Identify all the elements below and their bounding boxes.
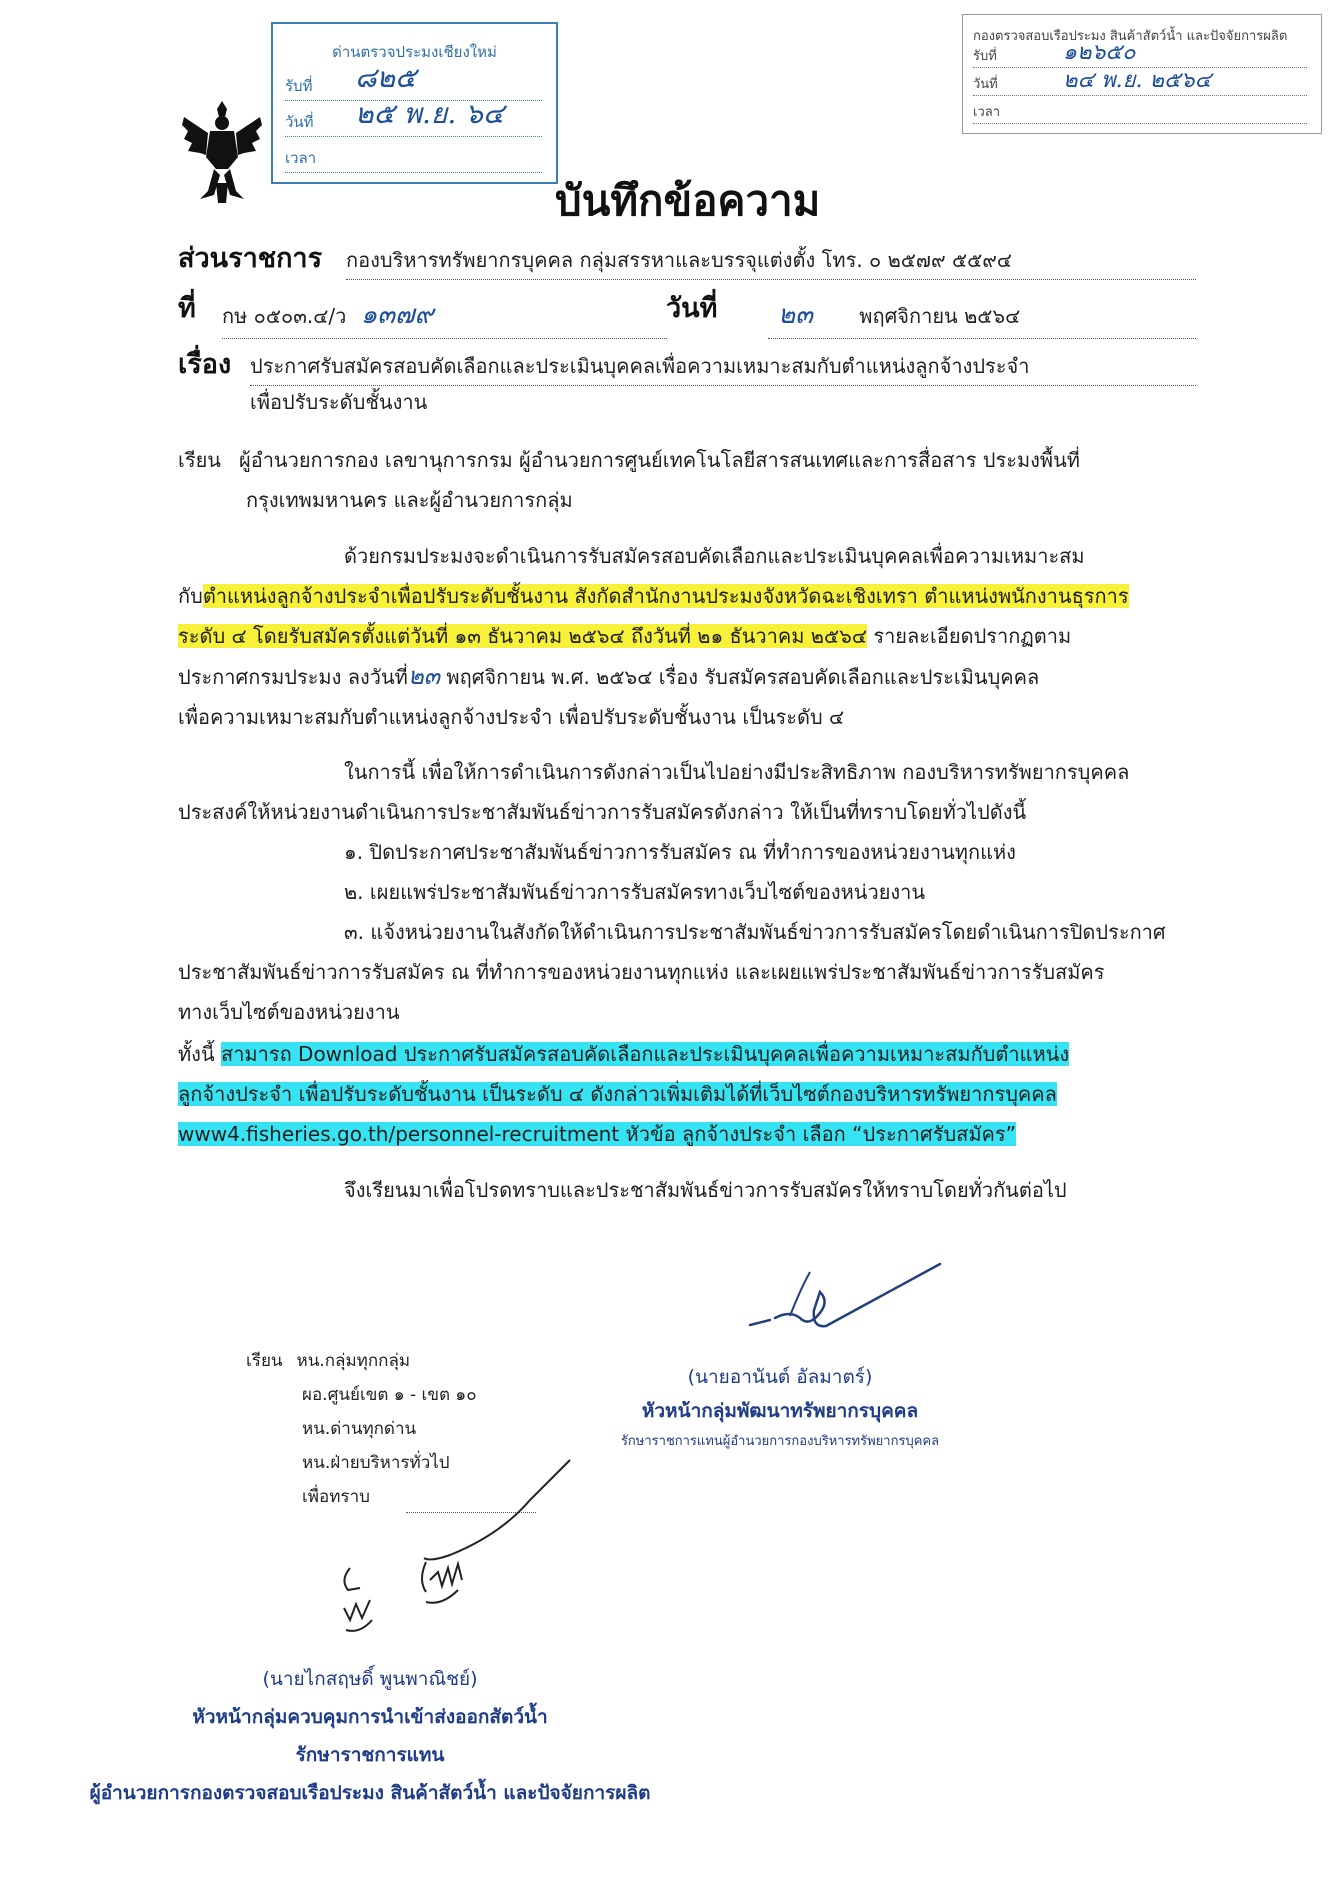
- signatory-1-acting: รักษาราชการแทนผู้อำนวยการกองบริหารทรัพยากรบุคคล: [620, 1434, 940, 1449]
- signatory-2-name: (นายไกสฤษดิ์ พูนพาณิชย์): [262, 1668, 478, 1690]
- agency-row: [178, 236, 1198, 278]
- closing-line: จึงเรียนมาเพื่อโปรดทราบและประชาสัมพันธ์ข่าวการรับสมัครให้ทราบโดยทั่วกันต่อไป: [344, 1178, 1067, 1202]
- paragraph-2: [178, 752, 1208, 1032]
- stamp-right-date-row: [973, 68, 1307, 96]
- salutation-line-2: กรุงเทพมหานคร และผู้อำนวยการกลุ่ม: [246, 488, 573, 512]
- stamp-right-header: กองตรวจสอบเรือประมง สินค้าสัตว์น้ำ และปัจจัยการผลิต: [973, 29, 1288, 44]
- reference-number-line: [222, 294, 667, 339]
- date-month-year: พฤศจิกายน ๒๕๖๔: [859, 304, 1021, 328]
- cc-line-5: เพื่อทราบ: [302, 1487, 370, 1507]
- p2-line-1: ในการนี้ เพื่อให้การดำเนินการดังกล่าวเป็นไปอย่างมีประสิทธิภาพ กองบริหารทรัพยากรบุคคล: [344, 760, 1130, 784]
- subject-label: เรื่อง: [178, 349, 232, 380]
- signatory-2-acting: รักษาราชการแทน: [295, 1744, 445, 1766]
- p2-item-3-line-2: ประชาสัมพันธ์ข่าวการรับสมัคร ณ ที่ทำการของหน่วยงานทุกแห่ง และเผยแพร่ประชาสัมพันธ์ข่าวการรับสมัคร: [178, 960, 1105, 984]
- p1-line-1: ด้วยกรมประมงจะดำเนินการรับสมัครสอบคัดเลือกและประเมินบุคคลเพื่อความเหมาะสม: [344, 544, 1085, 568]
- stamp-left-received-value: ๘๒๕: [355, 61, 417, 94]
- p1-line-4-post: พฤศจิกายน พ.ศ. ๒๕๖๔ เรื่อง รับสมัครสอบคัดเลือกและประเมินบุคคล: [440, 665, 1040, 689]
- receipt-stamp-right: [962, 14, 1322, 134]
- stamp-left-received-label: รับที่: [285, 77, 313, 95]
- garuda-emblem: [180, 95, 265, 205]
- stamp-right-time-label: เวลา: [973, 105, 1001, 120]
- cc-label: เรียน: [246, 1351, 283, 1371]
- stamp-right-received-value: ๑๒๖๕๐: [1063, 40, 1136, 65]
- stamp-right-date-label: วันที่: [973, 77, 998, 92]
- p1-line-3-post: รายละเอียดปรากฏตาม: [866, 624, 1072, 648]
- signature-1-mark: [730, 1250, 950, 1360]
- stamp-left-header: ด่านตรวจประมงเชียงใหม่: [332, 43, 497, 61]
- stamp-right-date-value: ๒๔ พ.ย. ๒๕๖๔: [1063, 68, 1212, 93]
- subject-line-2: เพื่อปรับระดับชั้นงาน: [250, 390, 428, 414]
- subject-line-1: ประกาศรับสมัครสอบคัดเลือกและประเมินบุคคลเพื่อความเหมาะสมกับตำแหน่งลูกจ้างประจำ: [250, 350, 1196, 386]
- p1-line-4-handwritten-day: ๒๓: [407, 662, 441, 690]
- p2-item-2: ๒. เผยแพร่ประชาสัมพันธ์ข่าวการรับสมัครทางเว็บไซต์ของหน่วยงาน: [344, 880, 926, 904]
- paragraph-1: [178, 536, 1208, 737]
- stamp-right-received-label: รับที่: [973, 49, 997, 64]
- stamp-left-date-row: [285, 97, 542, 137]
- stamp-left-time-row: [285, 142, 542, 173]
- agency-label: ส่วนราชการ: [178, 243, 323, 274]
- salutation-line-1: ผู้อำนวยการกอง เลขานุการกรม ผู้อำนวยการศูนย์เทคโนโลยีสารสนเทศและการสื่อสาร ประมงพื้นที่: [238, 448, 1080, 472]
- p1-line-2-highlight: ตำแหน่งลูกจ้างประจำเพื่อปรับระดับชั้นงาน สังกัดสำนักงานประมงจังหวัดฉะเชิงเทรา ตำแหน่งพนักงานธุรการ: [202, 584, 1129, 608]
- p2-item-3-line-3: ทางเว็บไซต์ของหน่วยงาน: [178, 1000, 400, 1024]
- signatory-2-position: หัวหน้ากลุ่มควบคุมการนำเข้าส่งออกสัตว์น้ำ: [192, 1706, 548, 1728]
- p2-item-3-line-1: ๓. แจ้งหน่วยงานในสังกัดให้ดำเนินการประชาสัมพันธ์ข่าวการรับสมัครโดยดำเนินการปิดประกาศ: [344, 920, 1166, 944]
- p3-line-2-highlight: ลูกจ้างประจำ เพื่อปรับระดับชั้นงาน เป็นระดับ ๔ ดังกล่าวเพิ่มเติมได้ที่เว็บไซต์กองบริหารทรัพยากรบุคคล: [178, 1082, 1057, 1106]
- signatory-2-director: ผู้อำนวยการกองตรวจสอบเรือประมง สินค้าสัตว์น้ำ และปัจจัยการผลิต: [89, 1782, 651, 1804]
- p2-line-2: ประสงค์ให้หน่วยงานดำเนินการประชาสัมพันธ์ข่าวการรับสมัครดังกล่าว ให้เป็นที่ทราบโดยทั่วไปดังนี้: [178, 800, 1027, 824]
- date-line: [768, 294, 1196, 339]
- cc-line-1: หน.กลุ่มทุกกลุ่ม: [296, 1351, 411, 1371]
- p1-line-5: เพื่อความเหมาะสมกับตำแหน่งลูกจ้างประจำ เพื่อปรับระดับชั้นงาน เป็นระดับ ๔: [178, 705, 845, 729]
- signatory-2: [80, 1660, 660, 1812]
- date-label: วันที่: [666, 293, 718, 324]
- stamp-left-time-label: เวลา: [285, 149, 317, 167]
- p3-line-3-highlight: www4.fisheries.go.th/personnel-recruitment หัวข้อ ลูกจ้างประจำ เลือก “ประกาศรับสมัคร”: [178, 1122, 1017, 1146]
- signatory-1: [600, 1362, 960, 1451]
- p3-line-1-highlight: สามารถ Download ประกาศรับสมัครสอบคัดเลือกและประเมินบุคคลเพื่อความเหมาะสมกับตำแหน่ง: [220, 1042, 1070, 1066]
- salutation-label: เรียน: [178, 448, 221, 472]
- subject-row: [178, 342, 1198, 422]
- p1-line-3-highlight: ระดับ ๔ โดยรับสมัครตั้งแต่วันที่ ๑๓ ธันวาคม ๒๕๖๔ ถึงวันที่ ๒๑ ธันวาคม ๒๕๖๔: [178, 624, 867, 648]
- cc-line-2: ผอ.ศูนย์เขต ๑ - เขต ๑๐: [302, 1385, 477, 1405]
- cc-line-4: หน.ฝ่ายบริหารทั่วไป: [302, 1453, 450, 1473]
- stamp-left-date-value: ๒๕ พ.ย. ๖๔: [355, 97, 505, 130]
- receipt-stamp-left: [271, 22, 558, 184]
- reference-row: [178, 286, 1198, 330]
- cc-line-3: หน.ด่านทุกด่าน: [302, 1419, 417, 1439]
- reference-number: ๑๓๗๙: [360, 300, 434, 330]
- date-day: ๒๓: [778, 300, 813, 330]
- p1-line-2-pre: กับ: [178, 584, 203, 608]
- p1-line-4-pre: ประกาศกรมประมง ลงวันที่: [178, 665, 408, 689]
- memo-title: บันทึกข้อความ: [555, 176, 821, 225]
- stamp-right-time-row: [973, 101, 1307, 124]
- signature-2-mark: [330, 1440, 590, 1640]
- p2-item-1: ๑. ปิดประกาศประชาสัมพันธ์ข่าวการรับสมัคร ณ ที่ทำการของหน่วยงานทุกแห่ง: [344, 840, 1016, 864]
- signatory-1-name: (นายอานันต์ อัลมาตร์): [687, 1366, 873, 1388]
- p3-line-1-pre: ทั้งนี้: [178, 1042, 221, 1066]
- signatory-1-position: หัวหน้ากลุ่มพัฒนาทรัพยากรบุคคล: [641, 1400, 919, 1422]
- paragraph-3: [178, 1034, 1208, 1154]
- reference-label: ที่: [178, 293, 196, 324]
- reference-prefix: กษ ๐๕๐๓.๔/ว: [222, 304, 347, 328]
- salutation: [178, 440, 1208, 520]
- stamp-left-date-label: วันที่: [285, 113, 314, 131]
- agency-text: กองบริหารทรัพยากรบุคคล กลุ่มสรรหาและบรรจุแต่งตั้ง โทร. ๐ ๒๕๗๙ ๕๕๙๔: [346, 244, 1196, 280]
